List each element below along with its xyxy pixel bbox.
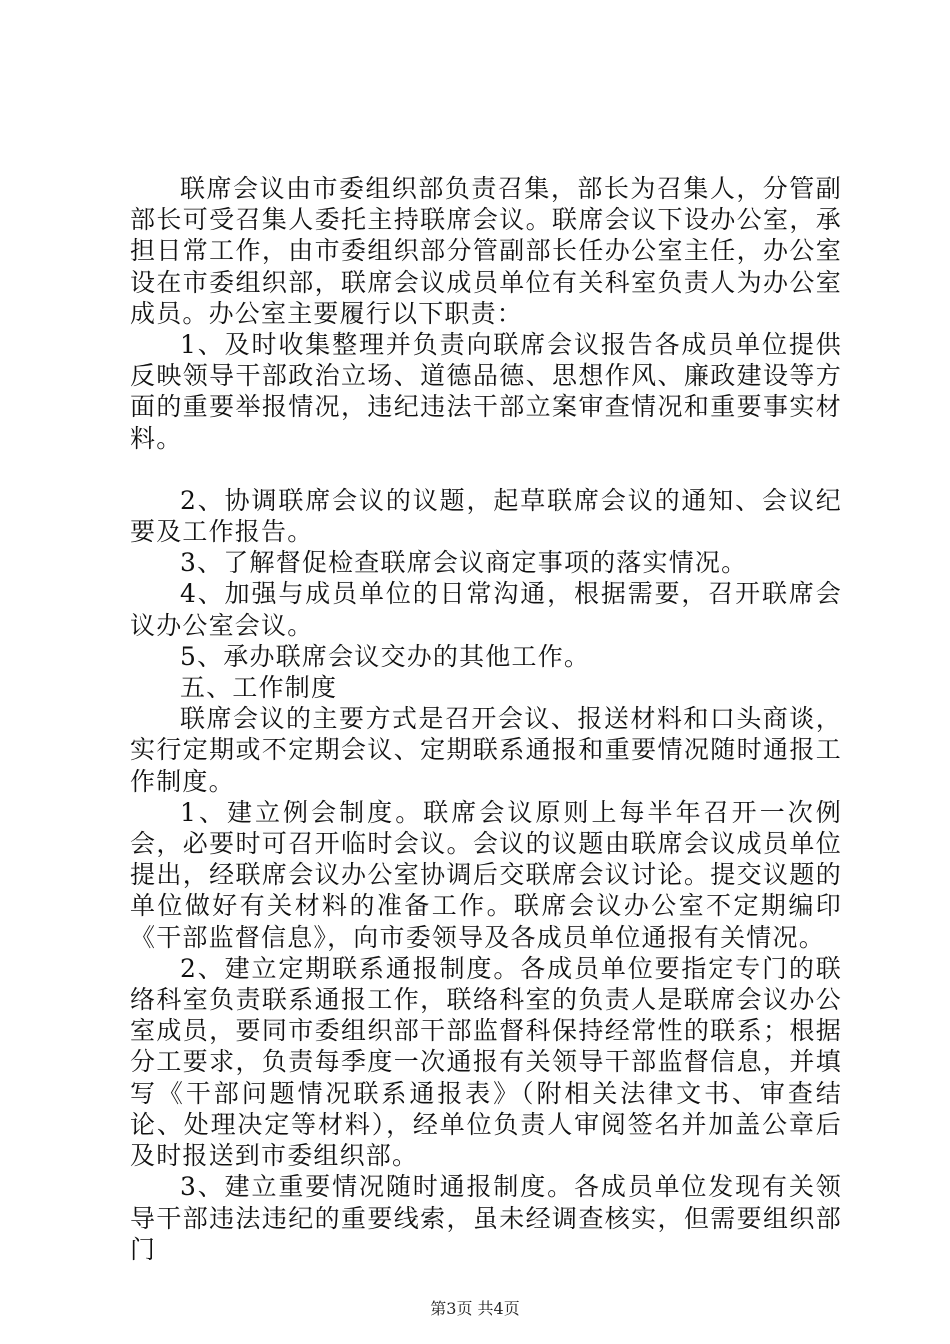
section-heading-work-system: 五、工作制度 xyxy=(180,673,338,703)
paragraph-duty-3: 3、了解督促检查联席会议商定事项的落实情况。 xyxy=(180,548,748,578)
paragraph-duty-1: 1、及时收集整理并负责向联席会议报告各成员单位提供反映领导干部政治立场、道德品德、思想作风、廉政建设等方面的重要举报情况，违纪违法干部立案审查情况和重要事实材料。 xyxy=(130,330,842,453)
paragraph-regular-meeting: 1、建立例会制度。联席会议原则上每半年召开一次例会，必要时可召开临时会议。会议的议题由联席会议成员单位提出，经联席会议办公室协调后交联席会议讨论。提交议题的单位做好有关材料的准备工作。联席会议办公室不定期编印《干部监督信息》，向市委领导及各成员单位通报有关情况。 xyxy=(130,797,842,952)
document-body xyxy=(130,173,842,1265)
paragraph-convening: 联席会议由市委组织部负责召集，部长为召集人，分管副部长可受召集人委托主持联席会议。联席会议下设办公室，承担日常工作，由市委组织部分管副部长任办公室主任，办公室设在市委组织部，联席会议成员单位有关科室负责人为办公室成员。办公室主要履行以下职责： xyxy=(130,174,842,328)
paragraph-work-system-intro: 联席会议的主要方式是召开会议、报送材料和口头商谈，实行定期或不定期会议、定期联系通报和重要情况随时通报工作制度。 xyxy=(130,704,842,796)
paragraph-duty-5: 5、承办联席会议交办的其他工作。 xyxy=(180,641,591,671)
paragraph-duty-4: 4、加强与成员单位的日常沟通，根据需要，召开联席会议办公室会议。 xyxy=(130,579,842,640)
paragraph-duty-2: 2、协调联席会议的议题，起草联席会议的通知、会议纪要及工作报告。 xyxy=(130,485,842,547)
paragraph-urgent-report: 3、建立重要情况随时通报制度。各成员单位发现有关领导干部违法违纪的重要线索，虽未经调查核实，但需要组织部门 xyxy=(130,1172,842,1264)
page-number: 第3页 共4页 xyxy=(430,1299,520,1318)
paragraph-periodic-report: 2、建立定期联系通报制度。各成员单位要指定专门的联络科室负责联系通报工作，联络科室的负责人是联席会议办公室成员，要同市委组织部干部监督科保持经常性的联系；根据分工要求，负责每季度一次通报有关领导干部监督信息，并填写《干部问题情况联系通报表》（附相关法律文书、审查结论、处理决定等材料），经单位负责人审阅签名并加盖公章后及时报送到市委组织部。 xyxy=(130,953,842,1171)
